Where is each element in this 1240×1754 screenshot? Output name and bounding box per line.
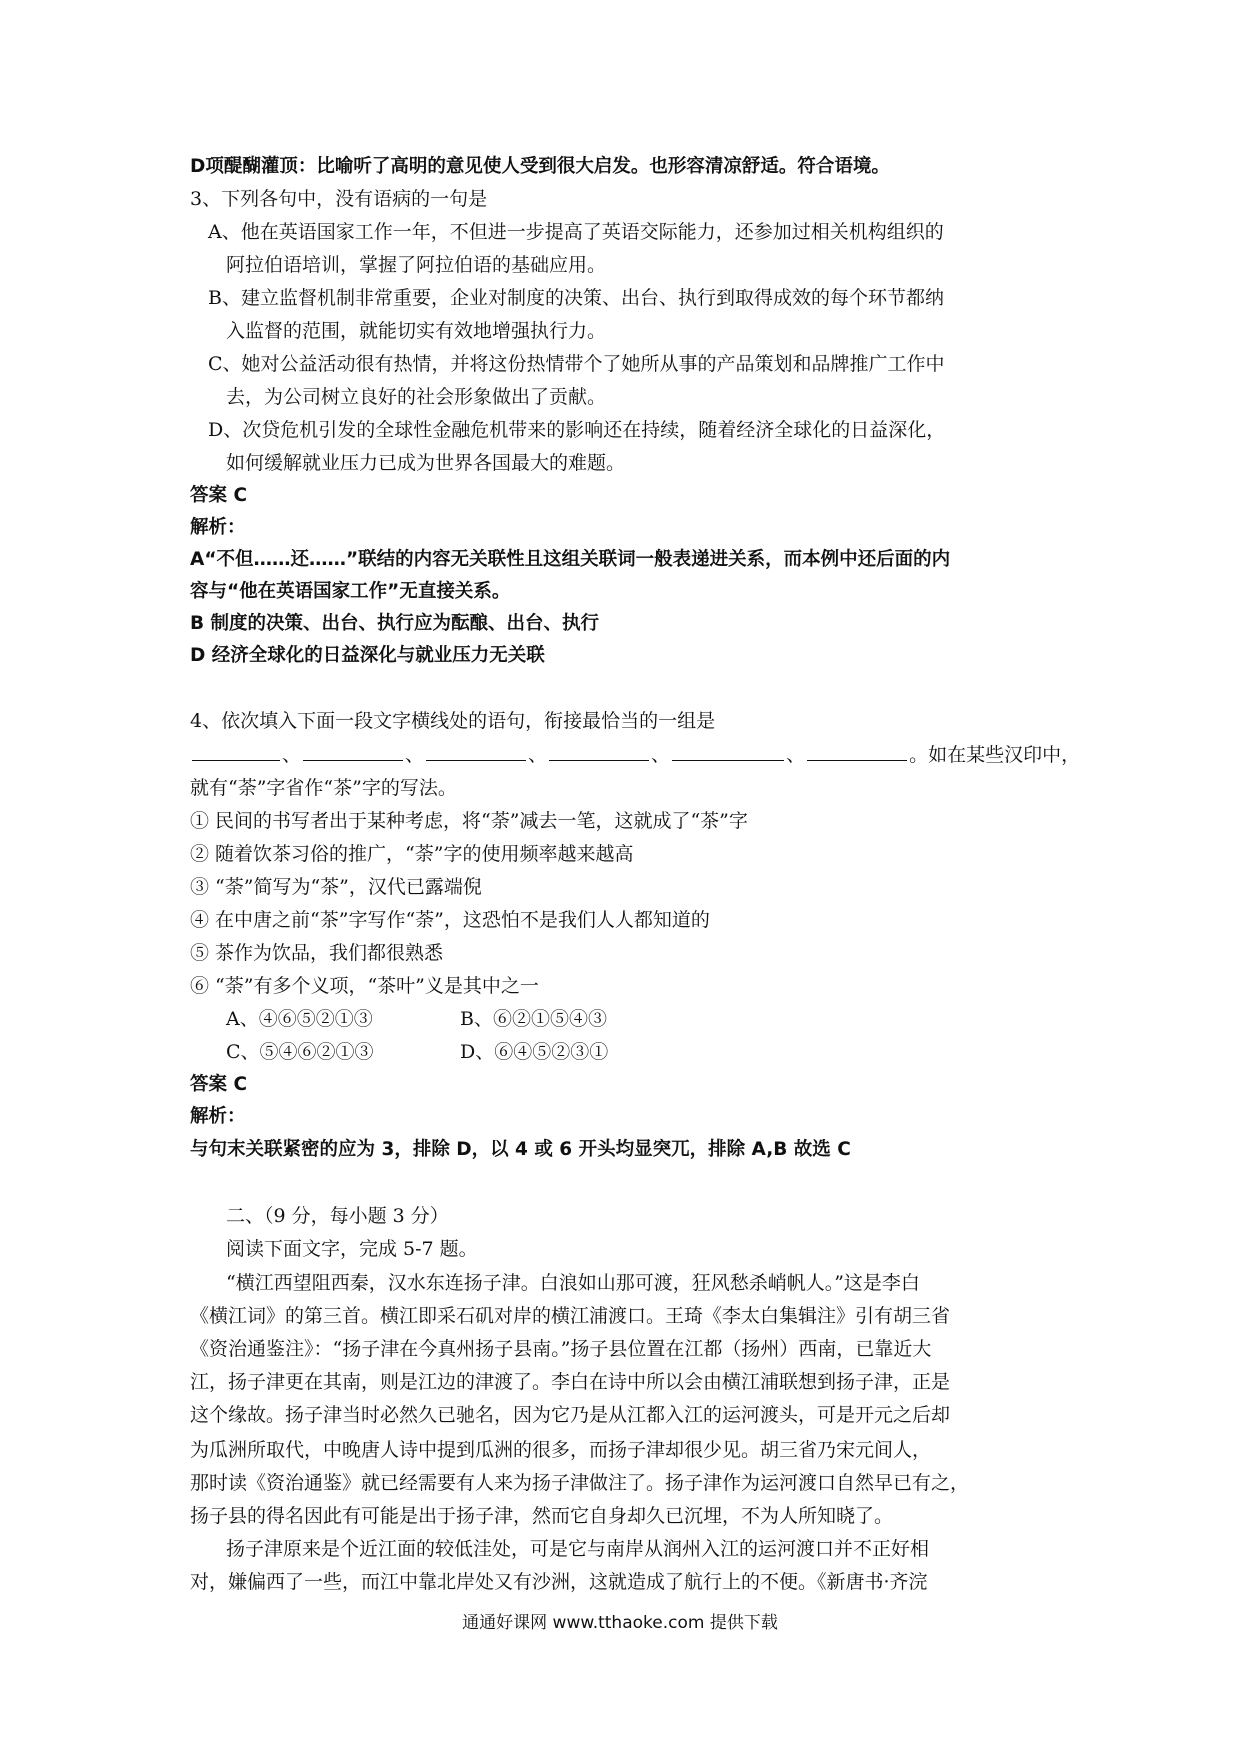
q3-analysis-b: B 制度的决策、出台、执行应为酝酿、出台、执行 (190, 613, 600, 634)
q3-analysis-d: D 经济全球化的日益深化与就业压力无关联 (190, 645, 545, 666)
q3-option-a-cont: 阿拉伯语培训，掌握了阿拉伯语的基础应用。 (226, 254, 607, 276)
q2-analysis-d: D项醍醐灌顶：比喻听了高明的意见使人受到很大启发。也形容清凉舒适。符合语境。 (190, 156, 890, 177)
fill-blank[interactable] (426, 742, 526, 761)
blank-line-tail: 。如在某些汉印中， (909, 744, 1081, 766)
separator: 、 (651, 744, 671, 766)
fill-blank[interactable] (303, 742, 403, 761)
q4-analysis: 与句末关联紧密的应为 3，排除 D，以 4 或 6 开头均显突兀，排除 A,B 故选 C (190, 1139, 851, 1160)
q3-answer: 答案 C (190, 485, 248, 506)
separator: 、 (282, 744, 302, 766)
fill-blank[interactable] (672, 742, 784, 761)
q3-option-b: B、建立监督机制非常重要，企业对制度的决策、出台、执行到取得成效的每个环节都纳 (208, 287, 944, 309)
q4-context-line: 就有“荼”字省作“茶”字的写法。 (190, 777, 457, 799)
q3-analysis-label: 解析： (190, 517, 246, 538)
q3-option-b-cont: 入监督的范围，就能切实有效地增强执行力。 (226, 320, 607, 342)
q4-item-4: ④ 在中唐之前“茶”字写作“荼”，这恐怕不是我们人人都知道的 (190, 909, 710, 931)
passage-line: 这个缘故。扬子津当时必然久已驰名，因为它乃是从江都入江的运河渡头，可是开元之后却 (190, 1404, 951, 1426)
q4-blanks-line (190, 742, 1080, 768)
q3-option-d: D、次贷危机引发的全球性金融危机带来的影响还在持续，随着经济全球化的日益深化， (208, 419, 946, 441)
passage-line: 扬子津原来是个近江面的较低洼处，可是它与南岸从润州入江的运河渡口并不正好相 (226, 1538, 930, 1560)
q4-item-6: ⑥ “荼”有多个义项，“茶叶”义是其中之一 (190, 975, 539, 997)
q4-analysis-label: 解析： (190, 1106, 246, 1127)
q3-stem: 3、下列各句中，没有语病的一句是 (190, 188, 488, 210)
passage-line: 为瓜洲所取代，中晚唐人诗中提到瓜洲的很多，而扬子津却很少见。胡三省乃宋元间人， (190, 1439, 932, 1461)
q3-option-a: A、他在英语国家工作一年，不但进一步提高了英语交际能力，还参加过相关机构组织的 (208, 221, 944, 243)
q3-option-c: C、她对公益活动很有热情，并将这份热情带个了她所从事的产品策划和品牌推广工作中 (208, 353, 945, 375)
q3-option-d-cont: 如何缓解就业压力已成为世界各国最大的难题。 (226, 452, 626, 474)
fill-blank[interactable] (807, 742, 907, 761)
q4-choice-a: A、④⑥⑤②①③ (226, 1008, 373, 1030)
q4-item-2: ② 随着饮茶习俗的推广，“荼”字的使用频率越来越高 (190, 843, 634, 865)
q4-choice-c: C、⑤④⑥②①③ (226, 1041, 374, 1063)
q3-analysis-a: A“不但……还……”联结的内容无关联性且这组关联词一般表递进关系，而本例中还后面的内 (190, 549, 951, 570)
page-footer: 通通好课网 www.tthaoke.com 提供下载 (462, 1613, 778, 1633)
q4-answer: 答案 C (190, 1074, 248, 1095)
passage-line: 《资治通鉴注》：“扬子津在今真州扬子县南。”扬子县位置在江都（扬州）西南，已靠近大 (190, 1338, 932, 1360)
passage-line: 那时读《资治通鉴》就已经需要有人来为扬子津做注了。扬子津作为运河渡口自然早已有之， (190, 1472, 970, 1494)
separator: 、 (786, 744, 806, 766)
passage-line: 对，嫌偏西了一些，而江中靠北岸处又有沙洲，这就造成了航行上的不便。《新唐书·齐浣 (190, 1571, 928, 1593)
q4-item-3: ③ “荼”简写为“茶”，汉代已露端倪 (190, 876, 482, 898)
passage-line: “横江西望阻西秦，汉水东连扬子津。白浪如山那可渡，狂风愁杀峭帆人。”这是李白 (226, 1272, 920, 1294)
q4-choice-b: B、⑥②①⑤④③ (460, 1008, 607, 1030)
separator: 、 (405, 744, 425, 766)
passage-line: 扬子县的得名因此有可能是出于扬子津，然而它自身却久已沉埋，不为人所知晓了。 (190, 1505, 894, 1527)
passage-line: 江，扬子津更在其南，则是江边的津渡了。李白在诗中所以会由横江浦联想到扬子津，正是 (190, 1371, 951, 1393)
q4-item-5: ⑤ 茶作为饮品，我们都很熟悉 (190, 942, 444, 964)
q4-stem: 4、依次填入下面一段文字横线处的语句，衔接最恰当的一组是 (190, 710, 716, 732)
q4-item-1: ① 民间的书写者出于某种考虑，将“荼”减去一笔，这就成了“茶”字 (190, 810, 748, 832)
fill-blank[interactable] (192, 742, 280, 761)
section2-heading: 二、（9 分，每小题 3 分） (226, 1205, 449, 1227)
passage-line: 《横江词》的第三首。横江即采石矶对岸的横江浦渡口。王琦《李太白集辑注》引有胡三省 (190, 1305, 951, 1327)
q4-choice-d: D、⑥④⑤②③① (460, 1041, 609, 1063)
q3-analysis-a-cont: 容与“他在英语国家工作”无直接关系。 (190, 581, 511, 602)
separator: 、 (528, 744, 548, 766)
q3-option-c-cont: 去，为公司树立良好的社会形象做出了贡献。 (226, 386, 607, 408)
fill-blank[interactable] (549, 742, 649, 761)
section2-instruction: 阅读下面文字，完成 5-7 题。 (226, 1238, 478, 1260)
